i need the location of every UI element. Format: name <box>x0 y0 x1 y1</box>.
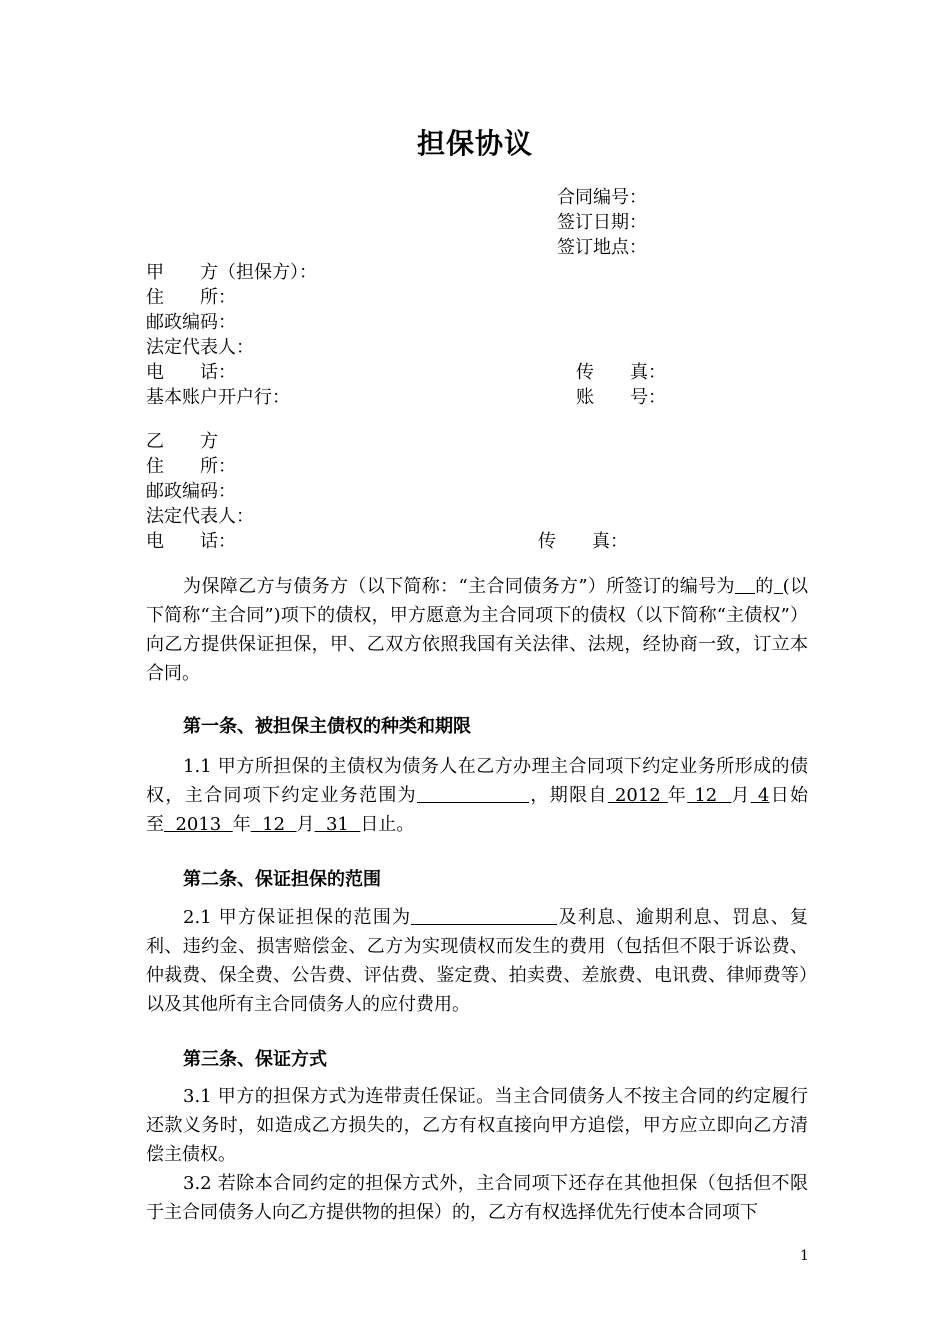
party-a-phone-label: 电 话： <box>146 362 236 383</box>
party-a-address-label: 住 所： <box>146 287 236 308</box>
article-3-paragraph-1: 3.1 甲方的担保方式为连带责任保证。当主合同债务人不按主合同的约定履行还款义务时，如造成乙方损失的，乙方有权直接向甲方追偿，甲方应立即向乙方清偿主债权。 <box>146 1086 808 1165</box>
article-1-text-b: ，期限自 <box>529 785 608 806</box>
contract-number-label: 合同编号： <box>557 187 647 208</box>
day-start-label: 日始至 <box>146 785 809 835</box>
party-b-legal-rep-label: 法定代表人： <box>146 506 254 527</box>
start-day-value: 4 <box>757 785 770 806</box>
year-label: 年 <box>667 785 688 806</box>
end-month-value: 12 <box>262 814 286 835</box>
preamble-text-1: 为保障乙方与债务方（以下简称：“主合同债务方”）所签订的编号为 <box>183 576 735 597</box>
month-label-2: 月 <box>296 814 315 835</box>
business-scope-blank <box>417 784 529 803</box>
party-b-postcode-label: 邮政编码： <box>146 481 236 502</box>
document-title: 担保协议 <box>416 127 533 160</box>
day-end-label: 日止。 <box>360 814 415 835</box>
party-b-fax-label: 传 真： <box>538 531 628 552</box>
party-a-fax-label: 传 真： <box>576 362 666 383</box>
party-b-name-label: 乙 方 <box>146 431 218 452</box>
preamble-text-3: (以下简称“主合同”)项下的债权，甲方愿意为主合同项下的债权（以下简称“主债权”）向乙方提供保证担保，甲、乙双方依照我国有关法律、法规，经协商一致，订立本合同。 <box>146 576 809 684</box>
article-2-paragraph <box>146 903 808 1019</box>
article-2-text-a: 2.1 甲方保证担保的范围为 <box>183 907 412 928</box>
start-year-value: 2012 <box>614 785 661 806</box>
contract-name-blank <box>774 575 783 594</box>
party-a-postcode-label: 邮政编码： <box>146 312 236 333</box>
article-2-text-b: 及利息、逾期利息、罚息、复利、违约金、损害赔偿金、乙方为实现债权而发生的费用（包括但不限于诉讼费、仲裁费、保全费、公告费、评估费、鉴定费、拍卖费、差旅费、电讯费、律师费等）以及其他所有主合同债务人的应付费用。 <box>146 907 808 1015</box>
sign-place-label: 签订地点： <box>557 237 647 258</box>
article-1-paragraph <box>146 752 808 839</box>
article-1-heading: 第一条、被担保主债权的种类和期限 <box>183 716 471 737</box>
year-label-2: 年 <box>232 814 251 835</box>
guarantee-scope-blank <box>411 906 557 925</box>
end-day-value: 31 <box>325 814 349 835</box>
preamble-text-2: 的 <box>754 576 774 597</box>
article-3-paragraph-2: 3.2 若除本合同约定的担保方式外，主合同项下还存在其他担保（包括但不限于主合同债务人向乙方提供物的担保）的，乙方有权选择优先行使本合同项下 <box>146 1173 808 1223</box>
article-1-text-a: 1.1 甲方所担保的主债权为债务人在乙方办理主合同项下约定业务所形成的债权，主合同项下约定业务范围为 <box>146 756 808 806</box>
contract-number-blank <box>735 575 755 594</box>
preamble-paragraph <box>146 572 808 688</box>
party-b-phone-label: 电 话： <box>146 531 236 552</box>
start-month-value: 12 <box>694 785 718 806</box>
party-a-bank-label: 基本账户开户行： <box>146 387 290 408</box>
end-year-value: 2013 <box>175 814 222 835</box>
party-b-address-label: 住 所： <box>146 456 236 477</box>
month-label: 月 <box>731 785 751 806</box>
party-a-account-label: 账 号： <box>576 387 666 408</box>
article-2-heading: 第二条、保证担保的范围 <box>183 869 381 890</box>
article-3-heading: 第三条、保证方式 <box>183 1049 327 1070</box>
party-a-legal-rep-label: 法定代表人： <box>146 337 254 358</box>
page-number: 1 <box>800 1248 809 1264</box>
sign-date-label: 签订日期： <box>557 212 647 233</box>
party-a-name-label: 甲 方（担保方）： <box>146 262 317 283</box>
